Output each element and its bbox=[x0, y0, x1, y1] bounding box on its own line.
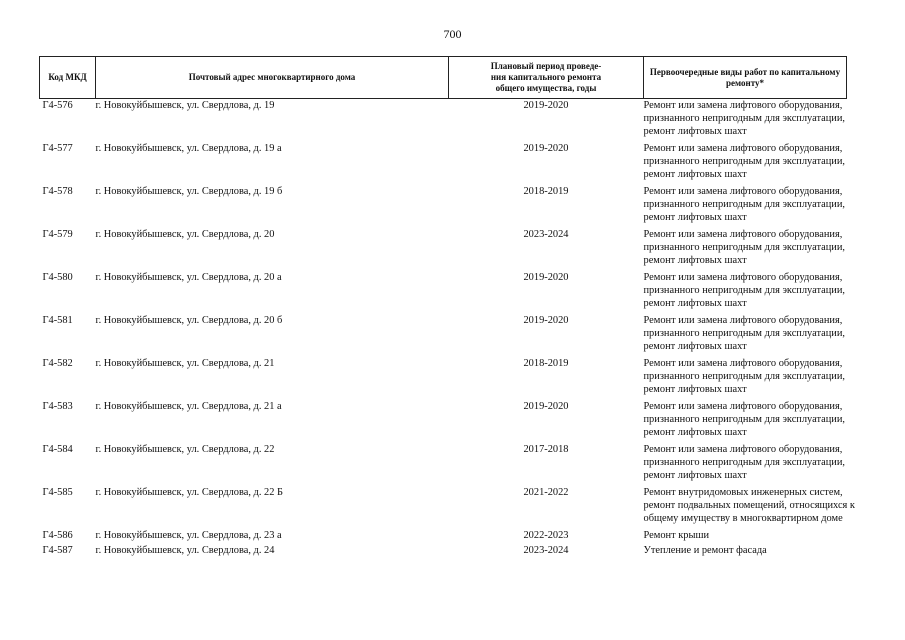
works-line: признанного непригодным для эксплуатации, bbox=[643, 113, 846, 124]
capital-repair-table bbox=[39, 56, 855, 559]
header-works bbox=[644, 57, 847, 99]
table-row bbox=[40, 271, 847, 314]
cell-address: г. Новокуйбышевск, ул. Свердлова, д. 20 а bbox=[95, 272, 282, 283]
works-line: Ремонт или замена лифтового оборудования, bbox=[643, 272, 843, 283]
works-line: признанного непригодным для эксплуатации, bbox=[643, 242, 846, 253]
cell-address: г. Новокуйбышевск, ул. Свердлова, д. 19 б bbox=[95, 186, 283, 197]
works-line: Ремонт или замена лифтового оборудования, bbox=[643, 229, 843, 240]
cell-address: г. Новокуйбышевск, ул. Свердлова, д. 20 bbox=[95, 229, 275, 240]
cell-code: Г4-577 bbox=[42, 143, 73, 154]
table-row bbox=[40, 544, 847, 559]
cell-code: Г4-583 bbox=[42, 401, 73, 412]
cell-period: 2019-2020 bbox=[523, 315, 569, 326]
works-line: ремонт подвальных помещений, относящихся к bbox=[643, 500, 855, 511]
works-line: ремонт лифтовых шахт bbox=[643, 384, 747, 395]
cell-code: Г4-586 bbox=[42, 530, 73, 541]
cell-address: г. Новокуйбышевск, ул. Свердлова, д. 24 bbox=[95, 545, 275, 556]
works-line: Ремонт крыши bbox=[643, 530, 710, 541]
header-works-line: Первоочередные виды работ по капитальному bbox=[649, 66, 841, 77]
page-number: 700 bbox=[443, 27, 462, 41]
cell-period: 2018-2019 bbox=[523, 358, 569, 369]
works-line: ремонт лифтовых шахт bbox=[643, 126, 747, 137]
works-line: ремонт лифтовых шахт bbox=[643, 470, 747, 481]
cell-period: 2018-2019 bbox=[523, 186, 569, 197]
table-row bbox=[40, 400, 847, 443]
cell-code: Г4-578 bbox=[42, 186, 73, 197]
cell-code: Г4-580 bbox=[42, 272, 73, 283]
cell-address: г. Новокуйбышевск, ул. Свердлова, д. 21 а bbox=[95, 401, 282, 412]
cell-code: Г4-581 bbox=[42, 315, 73, 326]
header-period-line: общего имущества, годы bbox=[495, 83, 597, 93]
works-line: Ремонт или замена лифтового оборудования, bbox=[643, 186, 843, 197]
header-period-line: Плановый период проведе- bbox=[490, 61, 602, 71]
works-line: ремонт лифтовых шахт bbox=[643, 255, 747, 266]
cell-works bbox=[644, 544, 847, 559]
table-row bbox=[40, 185, 847, 228]
cell-address: г. Новокуйбышевск, ул. Свердлова, д. 19 а bbox=[95, 143, 282, 154]
cell-address: г. Новокуйбышевск, ул. Свердлова, д. 21 bbox=[95, 358, 275, 369]
works-line: Ремонт или замена лифтового оборудования, bbox=[643, 358, 843, 369]
cell-works bbox=[643, 486, 855, 529]
works-line: признанного непригодным для эксплуатации, bbox=[643, 199, 846, 210]
table-row bbox=[40, 228, 847, 271]
works-line: Утепление и ремонт фасада bbox=[643, 545, 767, 556]
cell-address: г. Новокуйбышевск, ул. Свердлова, д. 22 bbox=[95, 444, 275, 455]
cell-code: Г4-584 bbox=[42, 444, 73, 455]
cell-works bbox=[644, 99, 847, 143]
table-row bbox=[40, 357, 847, 400]
table-row bbox=[40, 486, 847, 529]
cell-address: г. Новокуйбышевск, ул. Свердлова, д. 19 bbox=[95, 100, 275, 111]
cell-code: Г4-585 bbox=[42, 487, 73, 498]
works-line: Ремонт внутридомовых инженерных систем, bbox=[643, 487, 843, 498]
cell-code: Г4-576 bbox=[42, 100, 73, 111]
cell-period: 2022-2023 bbox=[523, 530, 569, 541]
header-address: Почтовый адрес многоквартирного дома bbox=[96, 57, 449, 99]
works-line: Ремонт или замена лифтового оборудования, bbox=[643, 444, 843, 455]
works-line: признанного непригодным для эксплуатации, bbox=[643, 285, 846, 296]
cell-code: Г4-582 bbox=[42, 358, 73, 369]
table-row bbox=[40, 99, 847, 143]
cell-works bbox=[644, 357, 847, 400]
cell-code: Г4-587 bbox=[42, 545, 73, 556]
cell-period: 2019-2020 bbox=[523, 272, 569, 283]
header-period-line: ния капитального ремонта bbox=[490, 72, 602, 82]
cell-address: г. Новокуйбышевск, ул. Свердлова, д. 22 Б bbox=[95, 487, 283, 498]
cell-period: 2023-2024 bbox=[523, 229, 569, 240]
cell-period: 2021-2022 bbox=[523, 487, 569, 498]
works-line: Ремонт или замена лифтового оборудования, bbox=[643, 401, 843, 412]
cell-period: 2023-2024 bbox=[523, 545, 569, 556]
works-line: ремонт лифтовых шахт bbox=[643, 298, 747, 309]
cell-works bbox=[644, 228, 847, 271]
table-body bbox=[40, 99, 855, 560]
table-row bbox=[40, 314, 847, 357]
works-line: признанного непригодным для эксплуатации, bbox=[643, 457, 846, 468]
table-row bbox=[40, 529, 847, 544]
cell-period: 2017-2018 bbox=[523, 444, 569, 455]
cell-works bbox=[644, 185, 847, 228]
cell-period: 2019-2020 bbox=[523, 401, 569, 412]
cell-works bbox=[644, 314, 847, 357]
works-line: признанного непригодным для эксплуатации, bbox=[643, 156, 846, 167]
works-line: общему имуществу в многоквартирном доме bbox=[643, 513, 843, 524]
header-works-line: ремонту* bbox=[726, 77, 764, 88]
works-line: признанного непригодным для эксплуатации, bbox=[643, 371, 846, 382]
cell-works bbox=[644, 271, 847, 314]
works-line: Ремонт или замена лифтового оборудования, bbox=[643, 100, 843, 111]
works-line: ремонт лифтовых шахт bbox=[643, 169, 747, 180]
works-line: ремонт лифтовых шахт bbox=[643, 427, 747, 438]
cell-works bbox=[644, 529, 847, 544]
works-line: Ремонт или замена лифтового оборудования, bbox=[643, 315, 843, 326]
header-code: Код МКД bbox=[40, 57, 96, 99]
cell-period: 2019-2020 bbox=[523, 143, 569, 154]
works-line: Ремонт или замена лифтового оборудования, bbox=[643, 143, 843, 154]
table-row bbox=[40, 142, 847, 185]
header-period bbox=[449, 57, 644, 99]
cell-address: г. Новокуйбышевск, ул. Свердлова, д. 20 б bbox=[95, 315, 283, 326]
cell-code: Г4-579 bbox=[42, 229, 73, 240]
works-line: ремонт лифтовых шахт bbox=[643, 212, 747, 223]
cell-period: 2019-2020 bbox=[523, 100, 569, 111]
works-line: признанного непригодным для эксплуатации, bbox=[643, 414, 846, 425]
cell-works bbox=[644, 443, 847, 486]
table-header-row bbox=[40, 57, 847, 99]
cell-address: г. Новокуйбышевск, ул. Свердлова, д. 23 а bbox=[95, 530, 282, 541]
works-line: ремонт лифтовых шахт bbox=[643, 341, 747, 352]
cell-works bbox=[644, 142, 847, 185]
works-line: признанного непригодным для эксплуатации, bbox=[643, 328, 846, 339]
cell-works bbox=[644, 400, 847, 443]
table-row bbox=[40, 443, 847, 486]
